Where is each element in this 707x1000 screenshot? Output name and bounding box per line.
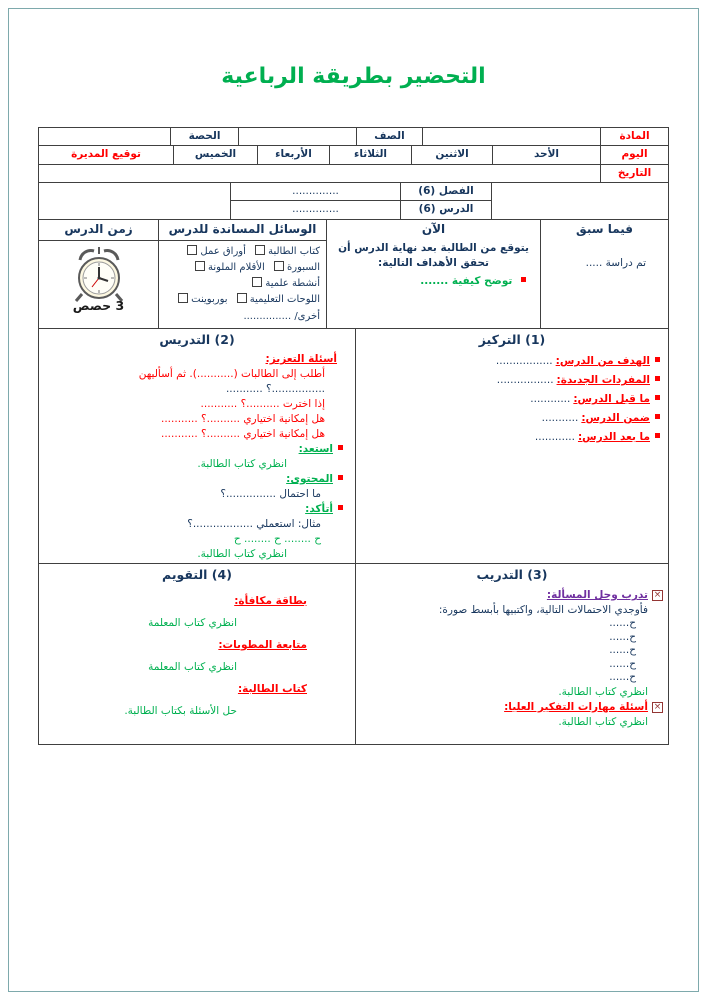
- aid-label: الأقلام الملونة: [207, 261, 265, 273]
- previously-column: [540, 220, 668, 328]
- page-title: التحضير بطريقة الرباعية: [221, 64, 486, 89]
- chapter-empty-right: [492, 183, 668, 219]
- date-field[interactable]: [39, 165, 600, 182]
- higher-note: انظري كتاب الطالبة.: [558, 715, 648, 728]
- chapter-label: الفصل (6): [400, 183, 492, 201]
- day-label: اليوم: [600, 146, 668, 164]
- reinforcement-line: هل إمكانية اختياري ..........؟ ...........: [161, 413, 325, 426]
- focus-item-value[interactable]: .................: [496, 374, 554, 387]
- reinforcement-label: أسئلة التعزيز:: [265, 353, 337, 366]
- previously-header: فيما سبق: [576, 222, 633, 236]
- lesson-plan-table: [38, 127, 669, 745]
- reinforcement-line: أطلب إلى الطالبات (...........). ثم أسأليهن: [138, 368, 325, 381]
- focus-item: [356, 352, 668, 371]
- focus-item-value[interactable]: ...........: [541, 412, 579, 425]
- higher-row: [356, 699, 668, 715]
- aid-item: [178, 294, 227, 305]
- focus-item-label: الهدف من الدرس:: [555, 355, 650, 368]
- focus-header: (1) التركيز: [478, 332, 546, 347]
- day-thursday[interactable]: الخميس: [173, 146, 257, 164]
- aid-item: [187, 246, 245, 257]
- aid-item: [274, 262, 320, 273]
- solve-intro: فأوجدي الاحتمالات التالية، واكتبيها بأبسط صورة:: [438, 604, 648, 617]
- header-row-2: [39, 146, 668, 165]
- bullet-square-icon: [655, 395, 660, 400]
- aid-label: كتاب الطالبة: [268, 245, 320, 257]
- focus-column: [355, 329, 668, 563]
- ready-text: انظري كتاب الطالبة.: [197, 458, 287, 471]
- evaluation-item-label: متابعة المطويات:: [218, 639, 307, 652]
- evaluation-item-label: بطاقة مكافأة:: [234, 595, 307, 608]
- focus-item-label: ما بعد الدرس:: [577, 431, 650, 444]
- aid-item: [237, 294, 320, 305]
- class-label: الصف: [356, 128, 422, 145]
- ready-row: [39, 442, 355, 457]
- training-note: انظري كتاب الطالبة.: [558, 685, 648, 698]
- day-tuesday[interactable]: الثلاثاء: [329, 146, 411, 164]
- confirm-row: [39, 502, 355, 517]
- duration-value: 3 حصص: [72, 297, 125, 313]
- focus-item-label: المفردات الجديدة:: [556, 374, 650, 387]
- checkbox-icon[interactable]: [252, 277, 262, 287]
- training-column: [355, 564, 668, 744]
- focus-item-value[interactable]: ............: [530, 393, 571, 406]
- header-row-3: [39, 165, 668, 183]
- previously-text: تم دراسة .....: [585, 256, 646, 269]
- date-label: التاريخ: [600, 165, 668, 182]
- checkbox-icon[interactable]: [237, 293, 247, 303]
- checkbox-marker-icon[interactable]: [652, 702, 663, 713]
- header-row-1: [39, 128, 668, 146]
- lesson-overview-section: [39, 220, 668, 329]
- higher-label: أسئلة مهارات التفكير العليا:: [504, 700, 648, 713]
- aid-item: [252, 278, 320, 289]
- chapter-field[interactable]: ..............: [230, 183, 400, 201]
- training-header: (3) التدريب: [476, 567, 548, 582]
- solve-label: تدرب وحل المسألة:: [546, 589, 648, 602]
- solve-row: [356, 587, 668, 603]
- alarm-clock-icon: [66, 246, 132, 302]
- reinforcement-line: إذا اخترت ..........؟ ...........: [200, 398, 325, 411]
- training-item[interactable]: ح......: [609, 657, 636, 670]
- evaluation-item-text: حل الأسئلة بكتاب الطالبة.: [124, 705, 237, 718]
- teaching-column: [39, 329, 355, 563]
- checkbox-icon[interactable]: [178, 293, 188, 303]
- focus-item: [356, 390, 668, 409]
- evaluation-item-text: انظري كتاب المعلمة: [148, 617, 237, 630]
- content-text: ما احتمال ...............؟: [220, 488, 321, 501]
- duration-header: زمن الدرس: [39, 220, 158, 241]
- checkbox-icon[interactable]: [255, 245, 265, 255]
- checkbox-icon[interactable]: [274, 261, 284, 271]
- bullet-square-icon: [521, 277, 526, 282]
- day-sunday[interactable]: الأحد: [492, 146, 600, 164]
- evaluation-item-label: كتاب الطالبة:: [237, 683, 307, 696]
- focus-item: [356, 371, 668, 390]
- focus-teaching-section: [39, 329, 668, 564]
- bullet-square-icon: [338, 505, 343, 510]
- aid-item: [255, 246, 320, 257]
- training-item[interactable]: ح......: [609, 617, 636, 630]
- objective-line: [327, 271, 540, 289]
- confirm-label: أتأكد:: [305, 503, 333, 516]
- evaluation-header: (4) التقويم: [162, 567, 232, 582]
- checkbox-marker-icon[interactable]: [652, 590, 663, 601]
- aid-label: أنشطة علمية: [265, 277, 320, 289]
- lesson-label: الدرس (6): [400, 201, 492, 219]
- teaching-header: (2) التدريس: [159, 332, 235, 347]
- subject-label: المادة: [600, 128, 668, 145]
- confirm-line: ح ........ ح ........ ح: [233, 533, 321, 546]
- aid-label: اللوحات التعليمية: [249, 293, 320, 305]
- reinforcement-line: ................؟ ...........: [225, 383, 325, 396]
- focus-item-label: ضمن الدرس:: [581, 412, 650, 425]
- bullet-square-icon: [655, 357, 660, 362]
- bullet-square-icon: [338, 445, 343, 450]
- aids-header: الوسائل المساندة للدرس: [159, 220, 326, 241]
- chapter-lesson-rows: [39, 183, 668, 220]
- bullet-square-icon: [338, 475, 343, 480]
- objective-text: توضح كيفية .......: [420, 275, 513, 288]
- confirm-line: انظري كتاب الطالبة.: [197, 548, 287, 561]
- chapter-empty-left: [39, 183, 230, 219]
- bullet-square-icon: [655, 376, 660, 381]
- day-wednesday[interactable]: الأربعاء: [257, 146, 329, 164]
- training-item[interactable]: ح......: [609, 671, 636, 684]
- period-field[interactable]: [39, 128, 170, 145]
- training-item[interactable]: ح......: [609, 630, 636, 643]
- period-label: الحصة: [170, 128, 238, 145]
- ready-label: استعد:: [298, 443, 333, 456]
- now-header: الآن: [421, 222, 446, 236]
- confirm-line: مثال: استعملي ..................؟: [187, 518, 321, 531]
- bullet-square-icon: [655, 433, 660, 438]
- now-intro-text: يتوقع من الطالبة بعد نهاية الدرس أن تحقق الأهداف التالية:: [338, 241, 529, 269]
- focus-item: [356, 409, 668, 428]
- focus-item-value[interactable]: .................: [495, 355, 553, 368]
- content-row: [39, 472, 355, 487]
- content-label: المحتوى:: [286, 473, 333, 486]
- checkbox-icon[interactable]: [195, 261, 205, 271]
- day-monday[interactable]: الاثنين: [411, 146, 492, 164]
- aid-label: السبورة: [287, 261, 320, 273]
- checkbox-icon[interactable]: [187, 245, 197, 255]
- aid-label: أوراق عمل: [200, 245, 246, 257]
- reinforcement-line: هل إمكانية اختياري ..........؟ ...........: [161, 428, 325, 441]
- focus-item-label: ما قبل الدرس:: [573, 393, 650, 406]
- evaluation-item-text: انظري كتاب المعلمة: [148, 661, 237, 674]
- aid-item: [195, 262, 265, 273]
- evaluation-column: [39, 564, 355, 744]
- aids-list: [159, 241, 326, 325]
- lesson-field[interactable]: ..............: [230, 201, 400, 219]
- training-item[interactable]: ح......: [609, 644, 636, 657]
- focus-item-value[interactable]: ............: [534, 431, 575, 444]
- class-field[interactable]: [238, 128, 356, 145]
- subject-field[interactable]: [422, 128, 600, 145]
- training-evaluation-section: [39, 564, 668, 744]
- principal-signature-label: توقيع المديرة: [71, 148, 141, 161]
- aid-label: بوربوينت: [191, 293, 228, 305]
- focus-item: [356, 428, 668, 447]
- duration-column: [39, 220, 158, 328]
- aids-other-field[interactable]: أخرى/ ...............: [243, 310, 320, 322]
- now-column: [326, 220, 540, 328]
- aids-column: [158, 220, 326, 328]
- bullet-square-icon: [655, 414, 660, 419]
